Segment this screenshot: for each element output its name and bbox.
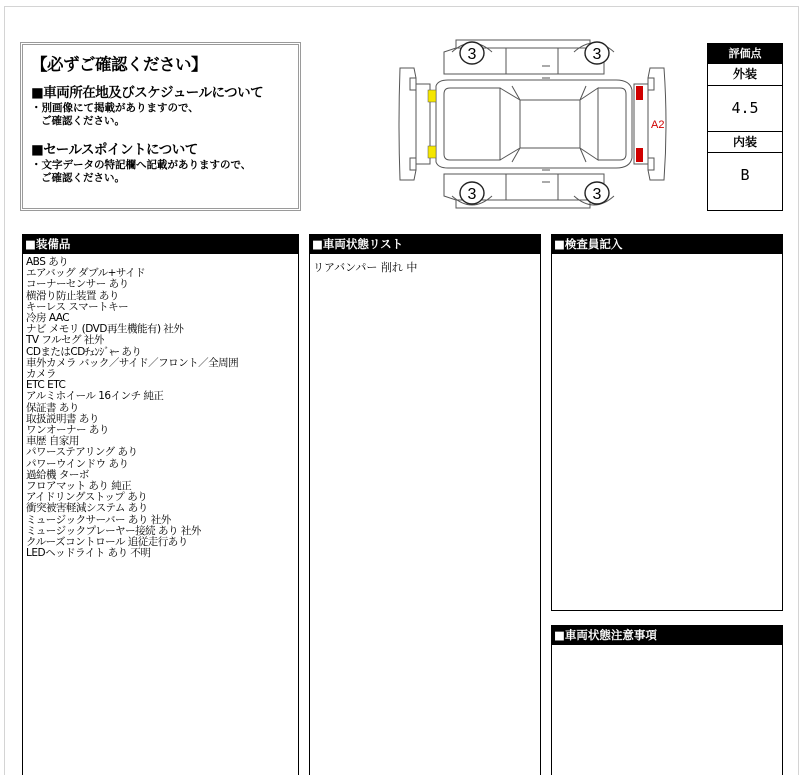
condition-panel — [309, 234, 541, 775]
caution-title: ■車両状態注意事項 — [552, 626, 782, 645]
condition-title: ■車両状態リスト — [310, 235, 540, 254]
damage-code-label: A2 — [651, 119, 665, 131]
list-item: 衝突被害軽減システム あり — [26, 502, 148, 515]
notice-schedule-heading: ■車両所在地及びスケジュールについて — [31, 85, 264, 101]
list-item: 横滑り防止装置 あり — [26, 289, 119, 302]
list-item: パワーウインドウ あり — [26, 457, 129, 470]
notice-salespoint-heading: ■セールスポイントについて — [31, 142, 198, 158]
list-item: LEDヘッドライト あり 不明 — [26, 547, 151, 560]
list-item: アルミホイール 16インチ 純正 — [26, 390, 164, 403]
list-item: クルーズコントロール 追従走行あり — [26, 536, 188, 549]
list-item: カメラ — [26, 368, 56, 381]
front-left-marker — [428, 90, 436, 102]
notice-salespoint-text: ・文字データの特記欄へ記載がありますので、 — [31, 159, 252, 171]
list-item: エアバッグ ダブル+サイド — [26, 267, 146, 280]
condition-entry: リアバンパー 削れ 中 — [313, 261, 418, 274]
list-item: 車歴 自家用 — [26, 435, 79, 448]
rating-front-left: 3 — [467, 46, 477, 63]
notice-title: 【必ずご確認ください】 — [31, 55, 207, 74]
inspector-panel — [551, 234, 783, 611]
rating-rear-left: 3 — [592, 46, 602, 63]
rear-left-marker — [636, 86, 643, 100]
vehicle-damage-diagram — [394, 38, 672, 210]
list-item: ミュージックサーバー あり 社外 — [26, 513, 171, 526]
list-item: キーレス スマートキー — [26, 300, 129, 313]
notice-schedule-text-2: ご確認ください。 — [41, 115, 125, 127]
rating-rear-right: 3 — [592, 186, 602, 203]
list-item: アイドリングストップ あり — [26, 491, 148, 504]
list-item: コーナーセンサー あり — [26, 278, 129, 291]
notice-schedule-text: ・別画像にて掲載がありますので、 — [31, 102, 199, 114]
front-right-marker — [428, 146, 436, 158]
grade-header: 評価点 — [708, 44, 782, 64]
list-item: ワンオーナー あり — [26, 424, 109, 437]
equipment-title: ■装備品 — [23, 235, 298, 254]
caution-panel — [551, 625, 783, 775]
rear-right-marker — [636, 148, 643, 162]
list-item: 保証書 あり — [26, 401, 79, 414]
notice-salespoint-text-2: ご確認ください。 — [41, 172, 125, 184]
list-item: CDまたはCDﾁｪﾝｼﾞｬｰ あり — [26, 345, 142, 358]
grade-box — [707, 43, 783, 211]
list-item: 取扱説明書 あり — [26, 412, 99, 425]
notice-box — [20, 42, 301, 211]
list-item: ミュージックプレーヤー接続 あり 社外 — [26, 524, 201, 537]
list-item: 車外カメラ バック／サイド／フロント／全周囲 — [26, 356, 239, 369]
list-item: ABS あり — [26, 256, 69, 268]
equipment-panel — [22, 234, 299, 775]
interior-value: B — [740, 166, 750, 184]
interior-label: 内装 — [708, 131, 782, 153]
inspector-title: ■検査員記入 — [552, 235, 782, 254]
list-item: フロアマット あり 純正 — [26, 480, 132, 493]
list-item: パワーステアリング あり — [26, 446, 138, 459]
equipment-list — [23, 254, 298, 559]
exterior-value: 4.5 — [731, 99, 759, 117]
list-item: ナビ メモリ (DVD再生機能有) 社外 — [26, 323, 184, 336]
rating-front-right: 3 — [467, 186, 477, 203]
list-item: 過給機 ターボ — [26, 468, 89, 481]
list-item: 冷房 AAC — [26, 312, 70, 325]
exterior-label: 外装 — [708, 64, 782, 86]
list-item: TV フルセグ 社外 — [26, 334, 104, 347]
list-item: ETC ETC — [26, 379, 66, 392]
